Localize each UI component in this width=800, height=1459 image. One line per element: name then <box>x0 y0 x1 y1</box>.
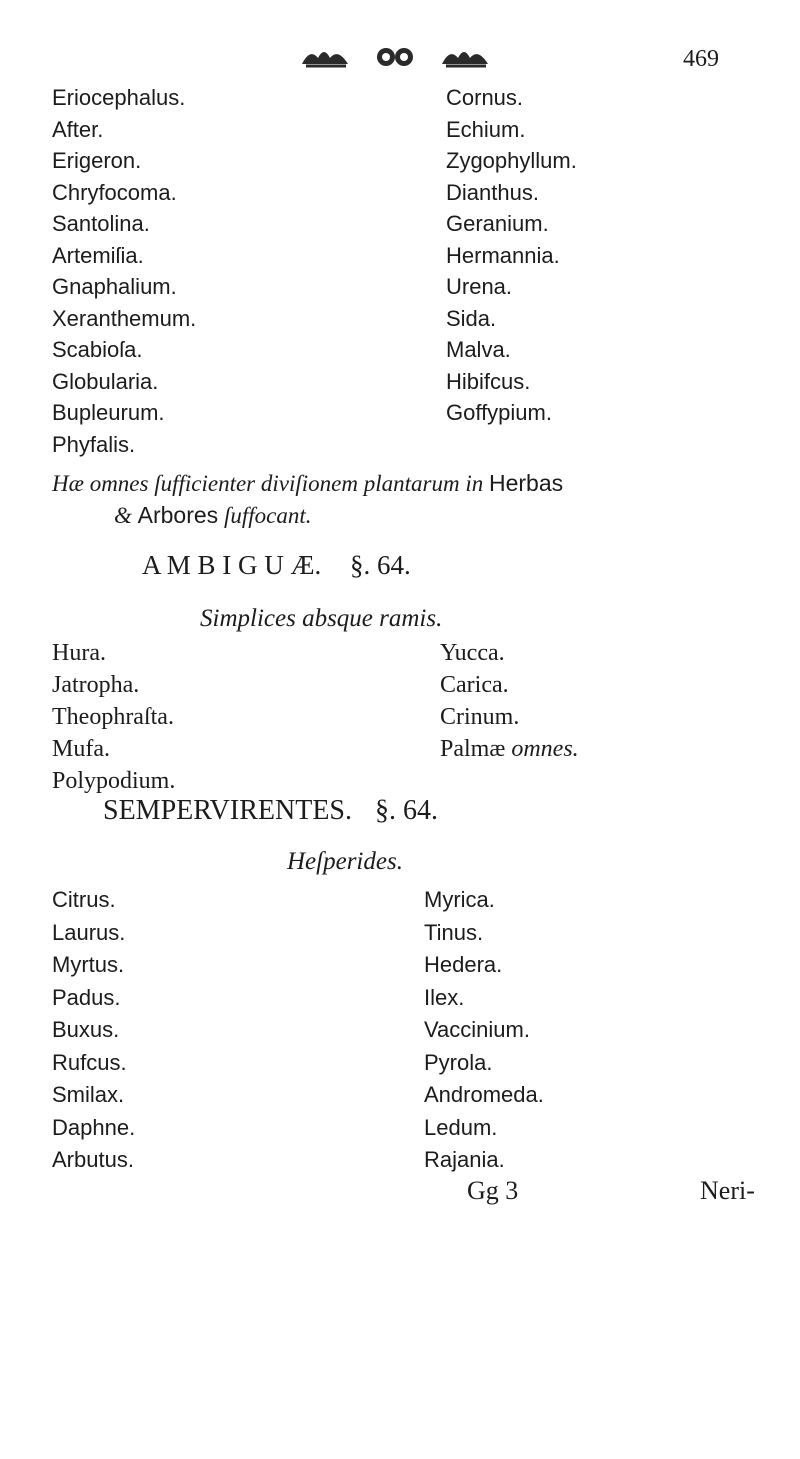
list-item: Ilex. <box>424 984 465 1010</box>
list-item: Rufcus. <box>52 1049 127 1075</box>
list1-left <box>52 82 196 460</box>
list-item: Globularia. <box>52 368 159 394</box>
list-item: Daphne. <box>52 1114 136 1140</box>
section-ref: §. 64. <box>350 550 411 580</box>
list-item: Andromeda. <box>424 1082 544 1107</box>
catchword: Neri- <box>700 1176 755 1205</box>
floral-ornament-icon <box>440 44 490 70</box>
list-item: Mufa. <box>52 736 110 762</box>
list-item <box>440 733 579 765</box>
list-item: Zygophyllum. <box>446 148 577 173</box>
list-item: Carica. <box>440 672 509 698</box>
list-item: Vaccinium. <box>424 1017 530 1042</box>
list-item: Smilax. <box>52 1082 125 1107</box>
summary-arbores: Arbores <box>137 502 219 528</box>
list-item: Dianthus. <box>446 179 539 205</box>
list1-right <box>446 82 577 429</box>
omnes-label: omnes. <box>511 736 579 762</box>
list-item: Ledum. <box>424 1114 498 1140</box>
summary-line-2 <box>114 502 311 529</box>
palmae-label: Palmæ <box>440 736 506 762</box>
section2-right <box>424 884 544 1177</box>
section-ref: §. 64. <box>375 795 439 826</box>
list-item: Hermannia. <box>446 242 560 268</box>
section1-left <box>52 637 175 797</box>
list-item: Theophraſta. <box>52 704 174 730</box>
section-heading-ambiguae <box>142 550 411 581</box>
header-ornaments <box>300 44 490 75</box>
list-item: Hedera. <box>424 952 503 977</box>
summary-italic: Hæ omnes ſufficienter diviſionem plantarum in <box>52 471 484 496</box>
floral-ornament-icon <box>300 44 350 70</box>
summary-suffocant: ſuffocant. <box>223 503 312 528</box>
list-item: Erigeron. <box>52 148 142 173</box>
list-item: Padus. <box>52 984 121 1010</box>
list-item: Eriocephalus. <box>52 85 186 110</box>
list-item: Urena. <box>446 274 513 299</box>
page-number: 469 <box>683 46 719 72</box>
list-item: Jatropha. <box>52 672 140 698</box>
ampersand: & <box>114 503 132 528</box>
list-item: Geranium. <box>446 211 549 236</box>
list-item: Phyfalis. <box>52 431 136 457</box>
heading-text: A M B I G U Æ. <box>142 550 322 580</box>
list-item: Myrtus. <box>52 952 125 977</box>
list-item: Hura. <box>52 640 106 666</box>
list-item: Myrica. <box>424 887 495 912</box>
list-item: Scabioſa. <box>52 337 143 362</box>
section1-right <box>440 637 579 765</box>
list-item: Hibifcus. <box>446 368 531 394</box>
list-item: Xeranthemum. <box>52 305 197 331</box>
crest-ornament-icon <box>372 44 418 70</box>
list-item: Crinum. <box>440 704 520 730</box>
list-item: Gnaphalium. <box>52 274 177 299</box>
list-item: Cornus. <box>446 85 524 110</box>
subheading-hesperides: Heſperides. <box>287 848 403 875</box>
heading-text: SEMPERVIRENTES. <box>103 795 353 826</box>
section2-left <box>52 884 135 1177</box>
list-item: Yucca. <box>440 640 505 666</box>
list-item: Citrus. <box>52 887 116 912</box>
summary-line-1 <box>52 470 563 497</box>
list-item: Malva. <box>446 337 511 362</box>
list-item: Goffypium. <box>446 400 552 425</box>
list-item: Pyrola. <box>424 1049 493 1075</box>
subheading-simplices: Simplices absque ramis. <box>200 605 443 632</box>
section-heading-sempervirentes <box>103 795 438 827</box>
list-item: Echium. <box>446 116 526 142</box>
list-item: Tinus. <box>424 919 484 945</box>
list-item: After. <box>52 116 104 142</box>
list-item: Santolina. <box>52 211 150 236</box>
list-item: Polypodium. <box>52 768 176 794</box>
summary-herbas: Herbas <box>488 470 564 496</box>
list-item: Laurus. <box>52 919 126 945</box>
list-item: Artemiſia. <box>52 242 144 268</box>
list-item: Bupleurum. <box>52 400 165 425</box>
list-item: Buxus. <box>52 1017 120 1042</box>
signature-mark: Gg 3 <box>467 1176 519 1205</box>
list-item: Chryfocoma. <box>52 179 177 205</box>
list-item: Rajania. <box>424 1147 505 1172</box>
list-item: Sida. <box>446 305 497 331</box>
list-item: Arbutus. <box>52 1147 134 1172</box>
